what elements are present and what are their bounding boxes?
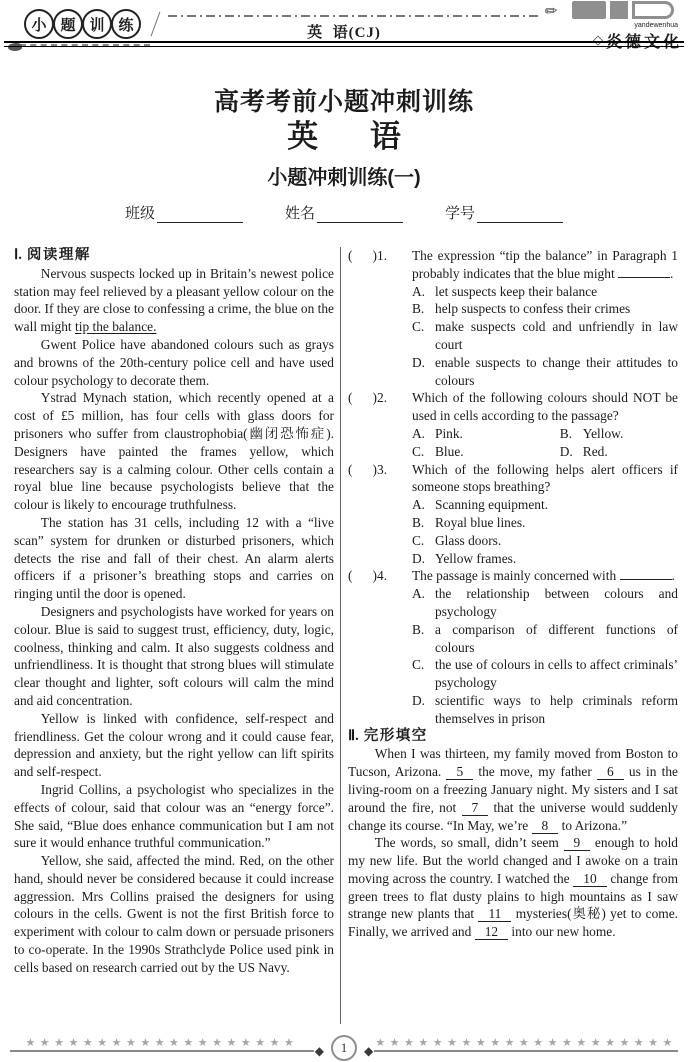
- question-1-option-b: B. help suspects to confess their crimes: [412, 301, 631, 317]
- passage-paragraph-1: Nervous suspects locked up in Britain’s newest police station may feel relieved by a pleasant yellow colour on the door. If they are close to confessing a crime, the blue on the wall might tip the balance.: [14, 265, 334, 335]
- name-field: [285, 202, 403, 223]
- question-1-option-c: C. make suspects cold and unfriendly in law court: [412, 319, 678, 352]
- underlined-phrase: tip the balance.: [75, 319, 157, 335]
- question-3: [348, 461, 678, 568]
- header-subject-label: 英 语(CJ): [307, 25, 381, 41]
- question-2: [348, 389, 678, 460]
- paper-subtitle: 小题冲刺训练(一): [267, 167, 421, 189]
- passage-paragraph-7: Ingrid Collins, a psychologist who specializes in the effects of colour, said that colour was an “energy force”. She said, “Blue does enhance communication but I am not sure it would enhance truthful communication.”: [14, 781, 334, 851]
- footer-left-rule: [10, 1033, 314, 1052]
- passage-paragraph-8: Yellow, she said, affected the mind. Red, on the other hand, should never be considered because it could increase aggression. Mrs Collins praised the designers for using colours in the cells. Gwent is not the first British force to experiment with colour to calm down or persuade prisoners to co-operate. In the 1990s Strathclyde Police used pink in cells based on research carried out by the US Navy.: [14, 853, 334, 975]
- cloze-blank-10: 10: [573, 871, 606, 887]
- question-4-option-c: C. the use of colours in cells to affect criminals’ psychology: [412, 657, 678, 691]
- question-1: [348, 247, 678, 389]
- footer-left-stars: ★★★★★★★★★★★★★★★★★★★: [25, 1036, 299, 1049]
- question-3-option-c: C. Glass doors.: [412, 532, 502, 548]
- id-label: 学号: [445, 206, 476, 222]
- name-blank-line: [317, 208, 403, 223]
- series-logo-char: 小: [24, 9, 54, 39]
- question-3-option-d: D. Yellow frames.: [412, 550, 517, 566]
- passage-paragraph-4: The station has 31 cells, including 12 with a “live scan” system for drunken or disturbed prisoners, which detects the rise and fall of their chest. An alarm alerts officers if a prisoner’s breathing stops and carries on ringing until the door is opened.: [14, 514, 334, 602]
- series-logo-char: 练: [111, 9, 141, 39]
- page-number: 1: [331, 1035, 357, 1061]
- question-2-answer-bracket: ( )2.: [348, 390, 388, 406]
- question-4-stem: The passage is mainly concerned with .: [412, 568, 675, 584]
- cloze-blank-8: 8: [532, 818, 559, 834]
- page-title: 高考考前小题冲刺训练: [213, 88, 474, 116]
- cloze-blank-6: 6: [597, 764, 624, 780]
- question-2-option-d: D. Red.: [559, 443, 608, 459]
- question-3-answer-bracket: ( )3.: [348, 461, 388, 477]
- student-info-row: [0, 202, 688, 223]
- footer-right-rule: [374, 1033, 678, 1052]
- section1-numeral: Ⅰ.: [14, 247, 22, 263]
- cloze-paragraph-2: The words, so small, didn’t seem 9 enough to hold my new life. But the world changed and I awoke on a train moving across the country. I watched the 10 change from green trees to flat dusty plains to high mountains as I saw strange new plants that 11 mysteries(奥秘) yet to come. Finally, we arrived and 12 into our new home.: [348, 835, 678, 940]
- cloze-blank-9: 9: [564, 835, 591, 851]
- question-1-option-a: A. let suspects keep their balance: [412, 283, 598, 299]
- section1-title: 阅读理解: [26, 247, 91, 263]
- answer-blank: [618, 265, 670, 278]
- question-2-stem: Which of the following colours should NOT be used in cells according to the passage?: [412, 390, 678, 424]
- question-2-option-a: A. Pink.: [412, 425, 463, 441]
- question-2-option-c: C. Blue.: [412, 443, 464, 459]
- class-field: [125, 202, 243, 223]
- passage-paragraph-2: Gwent Police have abandoned colours such as grays and browns of the 20th-century police cell and have used colour psychology to decorate them.: [14, 336, 334, 388]
- class-blank-line: [157, 208, 243, 223]
- right-column: [341, 247, 678, 1024]
- cloze-paragraph-1: When I was thirteen, my family moved from Boston to Tucson, Arizona. 5 the move, my father 6 us in the living-room on a freezing January night. My sisters and I sat around the fire, not 7 that the universe would suddenly change its course. “In May, we’re 8 to Arizona.”: [348, 746, 678, 833]
- section2-numeral: Ⅱ.: [348, 727, 359, 744]
- question-4: [348, 567, 678, 727]
- class-label: 班级: [124, 206, 155, 222]
- passage-paragraph-5: Designers and psychologists have worked for years on colour. Blue is said to suggest trust, efficiency, duty, logic, coolness, thinking and calm. It also suggests coldness and unfriendliness. It is thought that strong blues will stimulate clear thought and lighter, soft colours will calm the mind and aid concentration.: [14, 603, 334, 708]
- question-1-option-d: D. enable suspects to change their attitudes to colours: [412, 354, 678, 388]
- name-label: 姓名: [284, 206, 315, 222]
- id-field: [445, 202, 563, 223]
- brand-mark: [554, 1, 682, 21]
- question-3-option-a: A. Scanning equipment.: [412, 497, 549, 513]
- section2-heading: [348, 728, 678, 746]
- brand-name: 炎德文化: [605, 34, 682, 51]
- page-header: [0, 0, 688, 50]
- cloze-blank-12: 12: [475, 924, 508, 940]
- subject-title: 英 语: [287, 119, 401, 154]
- diamond-icon: ◆: [364, 1044, 374, 1058]
- question-3-option-b: B. Royal blue lines.: [412, 514, 526, 530]
- series-logo-char: 题: [53, 9, 83, 39]
- brand-pinyin: yandewenhua: [634, 22, 678, 29]
- question-4-option-b: B. a comparison of different functions of colours: [412, 621, 678, 655]
- question-4-option-a: A. the relationship between colours and psychology: [412, 586, 678, 619]
- brand-diamond-icon: ◇: [592, 33, 603, 48]
- question-1-answer-bracket: ( )1.: [348, 248, 388, 263]
- pencil-icon: ✎: [540, 0, 563, 22]
- paper-body: [14, 247, 678, 1024]
- question-1-stem: The expression “tip the balance” in Paragraph 1 probably indicates that the blue might .: [412, 248, 678, 281]
- left-column: [14, 247, 334, 1024]
- question-4-option-d: D. scientific ways to help criminals reform themselves in prison: [412, 692, 678, 726]
- id-blank-line: [477, 208, 563, 223]
- question-2-option-b: B. Yellow.: [559, 425, 624, 441]
- section2-title: 完形填空: [363, 727, 428, 744]
- section1-heading: [14, 247, 334, 265]
- series-logo-char: 训: [82, 9, 112, 39]
- question-3-stem: Which of the following helps alert officers if someone stops breathing?: [412, 461, 678, 495]
- header-dash-line: [168, 15, 540, 17]
- cloze-blank-7: 7: [462, 800, 489, 816]
- cloze-blank-11: 11: [478, 906, 511, 922]
- question-4-answer-bracket: ( )4.: [348, 568, 388, 584]
- passage-paragraph-6: Yellow is linked with confidence, self-respect and friendliness. Get the colour wrong and it could cause fear, depression and anxiety, but the right yellow can lift spirits and self-respect.: [14, 710, 334, 780]
- footer-right-stars: ★★★★★★★★★★★★★★★★★★★★★: [375, 1036, 677, 1049]
- diamond-icon: ◆: [314, 1044, 324, 1058]
- page-footer: [10, 1022, 678, 1058]
- header-rule: [4, 41, 684, 47]
- cloze-blank-5: 5: [446, 764, 473, 780]
- question-2-options: [412, 425, 678, 461]
- passage-paragraph-3: Ystrad Mynach station, which recently opened at a cost of £5 million, has four cells with glass doors for prisoners who suffer from claustrophobia(幽闭恐怖症). Designers have painted the frames yellow, which researchers say is a calming colour. Other cells contain a royal blue line because psychologists believe that the colour is likely to encourage truthfulness.: [14, 390, 334, 513]
- answer-blank: [620, 567, 672, 580]
